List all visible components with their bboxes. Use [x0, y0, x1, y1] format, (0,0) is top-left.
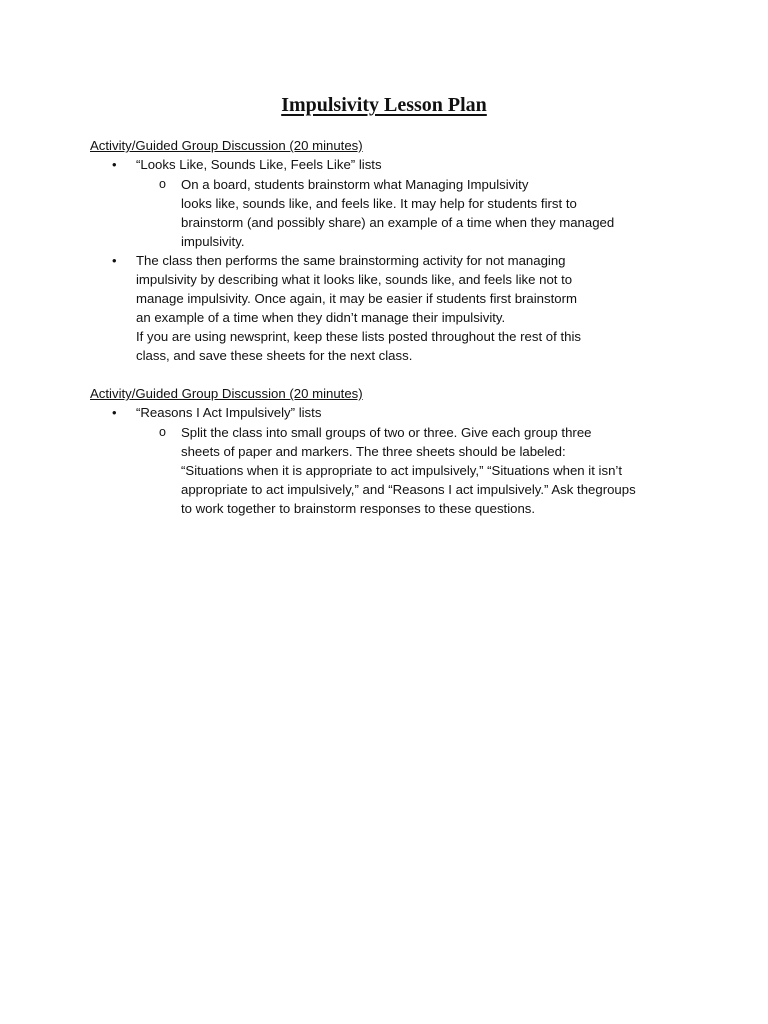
sub-bullet-text: to work together to brainstorm responses to these questions.: [181, 501, 536, 516]
section-heading: Activity/Guided Group Discussion (20 minutes): [90, 386, 363, 401]
bullet-text: manage impulsivity. Once again, it may be easier if students first brainstorm: [136, 291, 577, 306]
section-heading: Activity/Guided Group Discussion (20 minutes): [90, 138, 363, 153]
sub-bullet-text: impulsivity.: [181, 234, 245, 249]
bullet-marker: •: [112, 253, 117, 268]
bullet-text: an example of a time when they didn’t manage their impulsivity.: [136, 310, 506, 325]
sub-bullet-text: brainstorm (and possibly share) an example of a time when they managed: [181, 215, 615, 230]
bullet-marker: •: [112, 405, 117, 420]
bullet-text: impulsivity by describing what it looks like, sounds like, and feels like not to: [136, 272, 573, 287]
sub-bullet-text: sheets of paper and markers. The three sheets should be labeled:: [181, 444, 566, 459]
sub-bullet-text: appropriate to act impulsively,” and “Reasons I act impulsively.” Ask thegroups: [181, 482, 636, 497]
sub-bullet-marker: o: [159, 177, 166, 191]
bullet-text: If you are using newsprint, keep these lists posted throughout the rest of this: [136, 329, 581, 344]
sub-bullet-text: Split the class into small groups of two or three. Give each group three: [181, 425, 592, 440]
sub-bullet-text: On a board, students brainstorm what Managing Impulsivity: [181, 177, 529, 192]
bullet-text: “Looks Like, Sounds Like, Feels Like” lists: [136, 157, 382, 172]
bullet-text: class, and save these sheets for the next class.: [136, 348, 413, 363]
sub-bullet-marker: o: [159, 425, 166, 439]
bullet-text: “Reasons I Act Impulsively” lists: [136, 405, 322, 420]
page-title: Impulsivity Lesson Plan: [281, 94, 487, 116]
bullet-text: The class then performs the same brainstorming activity for not managing: [136, 253, 566, 268]
sub-bullet-text: looks like, sounds like, and feels like. It may help for students first to: [181, 196, 577, 211]
bullet-marker: •: [112, 157, 117, 172]
sub-bullet-text: “Situations when it is appropriate to act impulsively,” “Situations when it isn’t: [181, 463, 623, 478]
